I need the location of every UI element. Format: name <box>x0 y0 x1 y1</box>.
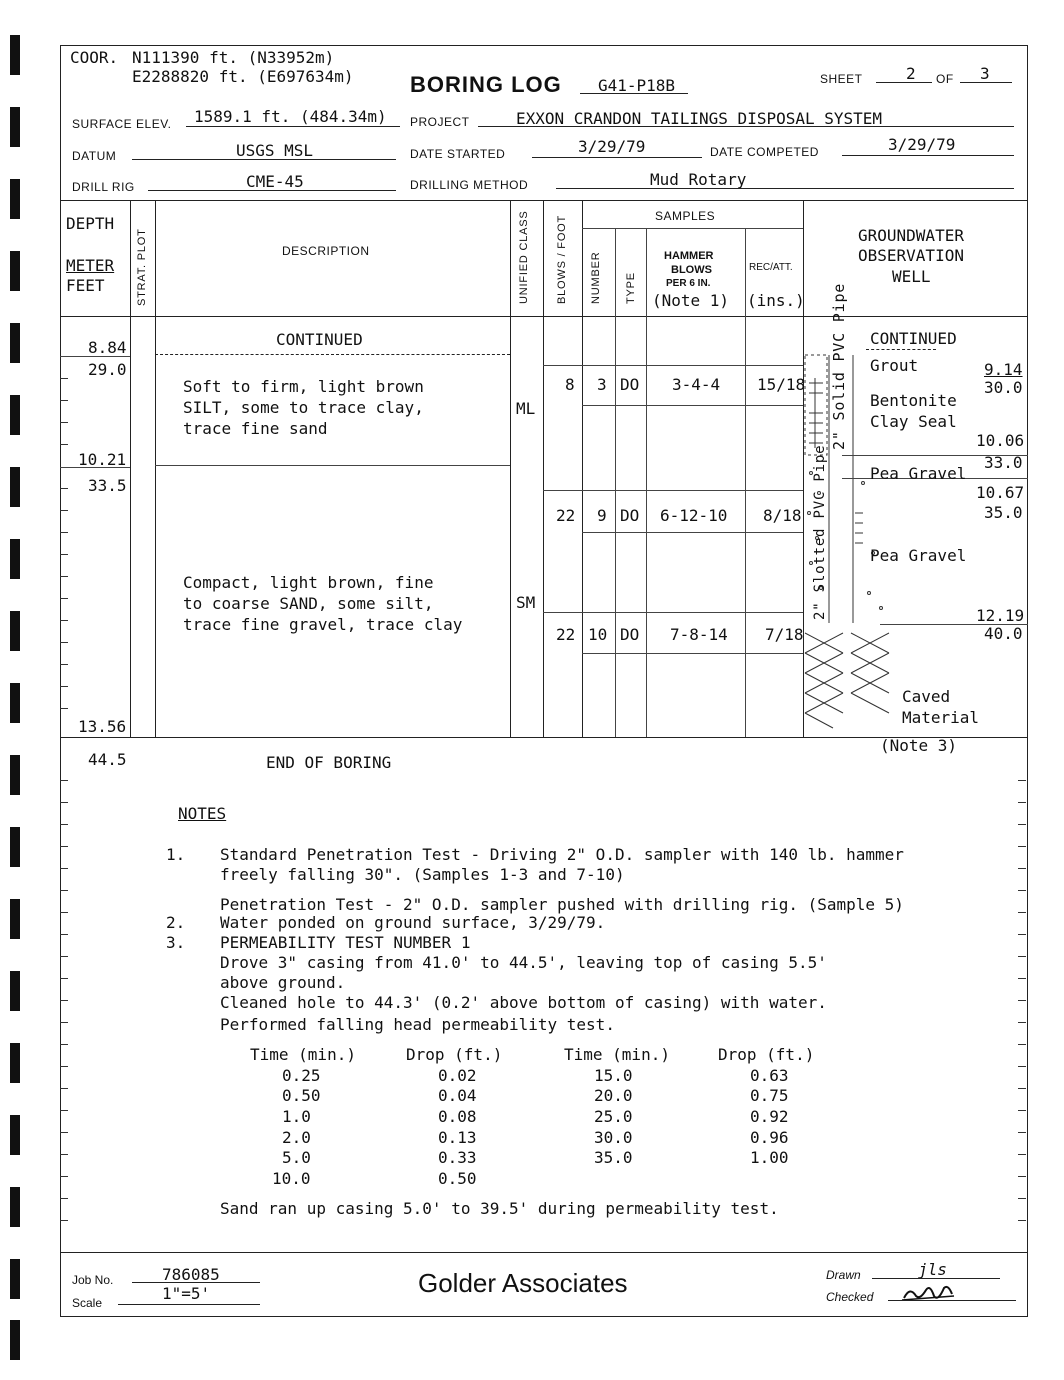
scale-label: Scale <box>72 1296 103 1310</box>
note3-line4: Cleaned hole to 44.3' (0.2' above bottom of casing) with water. <box>220 993 827 1012</box>
col-hammer-1: HAMMER <box>664 250 714 262</box>
table-cell: 0.63 <box>750 1066 789 1085</box>
well-pea-gravel-2: Pea Gravel <box>870 546 967 565</box>
drill-rig: CME-45 <box>246 172 304 191</box>
col-description: DESCRIPTION <box>282 244 370 258</box>
drawn-label: Drawn <box>826 1268 861 1282</box>
col-unified-class: UNIFIED CLASS <box>518 210 530 304</box>
note2-line: Water ponded on ground surface, 3/29/79. <box>220 913 606 932</box>
well-clay-seal: Clay Seal <box>870 412 957 431</box>
datum: USGS MSL <box>236 141 314 160</box>
well-d3m: 10.67 <box>976 483 1025 502</box>
table-cell: 0.50 <box>282 1086 321 1105</box>
sample-number: 9 <box>597 506 607 525</box>
sand-note: Sand ran up casing 5.0' to 39.5' during permeability test. <box>220 1199 779 1218</box>
note3-line2: Drove 3" casing from 41.0' to 44.5', leaving top of casing 5.5' <box>220 953 827 972</box>
project-label: PROJECT <box>410 115 470 129</box>
well-caved: Caved <box>902 687 951 706</box>
notes-heading: NOTES <box>178 804 227 823</box>
sample-blows: 22 <box>556 625 576 644</box>
table-cell: 1.0 <box>282 1107 311 1126</box>
table-cell: 0.75 <box>750 1086 789 1105</box>
perm-header-time-2: Time (min.) <box>564 1045 670 1064</box>
date-completed-label: DATE COMPETED <box>710 145 819 159</box>
table-cell: 0.04 <box>438 1086 477 1105</box>
sample-hammer: 3-4-4 <box>672 375 721 394</box>
note3-line5: Performed falling head permeability test. <box>220 1015 615 1034</box>
col-rec-att: REC/ATT. <box>749 262 793 273</box>
sheet-label: SHEET <box>820 72 863 86</box>
layer2-class: SM <box>516 593 536 612</box>
table-cell: 0.02 <box>438 1066 477 1085</box>
well-grout: Grout <box>870 356 919 375</box>
col-blows-foot: BLOWS / FOOT <box>556 214 568 304</box>
table-cell: 35.0 <box>594 1148 633 1167</box>
sample-blows: 8 <box>565 375 575 394</box>
note1-line2: freely falling 30". (Samples 1-3 and 7-10) <box>220 865 625 884</box>
well-pea-gravel-1: Pea Gravel <box>870 464 967 483</box>
table-cell: 20.0 <box>594 1086 633 1105</box>
company-name: Golder Associates <box>418 1268 628 1298</box>
depth-f2: 33.5 <box>88 476 127 495</box>
layer1-class: ML <box>516 399 536 418</box>
col-depth: DEPTH <box>66 214 115 233</box>
table-cell: 0.33 <box>438 1148 477 1167</box>
note1-line3: Penetration Test - 2" O.D. sampler pushed with drilling rig. (Sample 5) <box>220 895 904 914</box>
col-gw-2: OBSERVATION <box>858 246 964 265</box>
well-d4f: 40.0 <box>984 624 1023 643</box>
layer2-line1: Compact, light brown, fine <box>183 573 434 592</box>
well-d2f: 33.0 <box>984 453 1023 472</box>
table-cell: 2.0 <box>282 1128 311 1147</box>
sample-number: 10 <box>588 625 608 644</box>
well-continued: CONTINUED <box>870 329 957 348</box>
coor-east: E2288820 ft. (E697634m) <box>132 67 354 86</box>
surface-elev: 1589.1 ft. (484.34m) <box>194 107 387 126</box>
well-d2m: 10.06 <box>976 431 1025 450</box>
col-gw-1: GROUNDWATER <box>858 226 964 245</box>
table-cell: 0.08 <box>438 1107 477 1126</box>
sample-type: DO <box>620 625 640 644</box>
note1-number: 1. <box>166 845 186 864</box>
col-gw-3: WELL <box>892 267 931 286</box>
drawn-initials: jls <box>918 1260 947 1279</box>
page-title: BORING LOG <box>410 72 562 97</box>
col-number: NUMBER <box>590 251 602 304</box>
perm-header-drop-1: Drop (ft.) <box>406 1045 503 1064</box>
sample-hammer: 6-12-10 <box>660 506 728 525</box>
well-d1m: 9.14 <box>984 360 1023 379</box>
date-started-label: DATE STARTED <box>410 147 506 161</box>
sample-rec: 8/18 <box>763 506 802 525</box>
depth-f3: 44.5 <box>88 750 127 769</box>
date-completed: 3/29/79 <box>888 135 956 154</box>
job-number: 786085 <box>162 1265 220 1284</box>
of-label: OF <box>936 72 954 86</box>
table-cell: 0.25 <box>282 1066 321 1085</box>
note3-line3: above ground. <box>220 973 346 992</box>
date-started: 3/29/79 <box>578 137 646 156</box>
log-id: G41-P18B <box>598 76 676 95</box>
datum-label: DATUM <box>72 149 117 163</box>
col-rec-ins: (ins.) <box>747 291 805 310</box>
surface-elev-label: SURFACE ELEV. <box>72 117 172 131</box>
drill-rig-label: DRILL RIG <box>72 180 135 194</box>
layer1-line2: SILT, some to trace clay, <box>183 398 424 417</box>
layer1-line1: Soft to firm, light brown <box>183 377 424 396</box>
well-bentonite: Bentonite <box>870 391 957 410</box>
note3-number: 3. <box>166 933 186 952</box>
sample-number: 3 <box>597 375 607 394</box>
col-hammer-2: BLOWS <box>671 264 712 276</box>
depth-m3: 13.56 <box>78 717 127 736</box>
sample-blows: 22 <box>556 506 576 525</box>
end-of-boring: END OF BORING <box>266 753 392 772</box>
coor-label: COOR. <box>70 48 119 67</box>
drilling-method: Mud Rotary <box>650 170 747 189</box>
sheet-total: 3 <box>980 64 990 83</box>
table-cell: 0.92 <box>750 1107 789 1126</box>
coor-north: N111390 ft. (N33952m) <box>132 48 335 67</box>
layer1-line3: trace fine sand <box>183 419 328 438</box>
project: EXXON CRANDON TAILINGS DISPOSAL SYSTEM <box>516 109 883 128</box>
table-cell: 0.96 <box>750 1128 789 1147</box>
perm-header-drop-2: Drop (ft.) <box>718 1045 815 1064</box>
table-cell: 25.0 <box>594 1107 633 1126</box>
table-cell: 15.0 <box>594 1066 633 1085</box>
col-samples: SAMPLES <box>655 209 716 223</box>
sample-type: DO <box>620 375 640 394</box>
slotted-pipe-label: 2" Slotted PVC Pipe <box>812 444 828 620</box>
table-cell: 5.0 <box>282 1148 311 1167</box>
continued-label: CONTINUED <box>276 330 363 349</box>
depth-m2: 10.21 <box>78 450 127 469</box>
well-material: Material <box>902 708 980 727</box>
col-feet: FEET <box>66 276 105 295</box>
job-label: Job No. <box>72 1273 114 1287</box>
sheet-number: 2 <box>906 64 916 83</box>
table-cell: 0.50 <box>438 1169 477 1188</box>
note3-line1: PERMEABILITY TEST NUMBER 1 <box>220 933 471 952</box>
depth-f1: 29.0 <box>88 360 127 379</box>
well-note3: (Note 3) <box>880 736 958 755</box>
depth-m1: 8.84 <box>88 338 127 357</box>
perm-header-time-1: Time (min.) <box>250 1045 356 1064</box>
sample-rec: 7/18 <box>765 625 804 644</box>
well-d3f: 35.0 <box>984 503 1023 522</box>
checked-label: Checked <box>826 1290 874 1304</box>
sample-rec: 15/18 <box>757 375 806 394</box>
col-hammer-note: (Note 1) <box>652 291 730 310</box>
drilling-method-label: DRILLING METHOD <box>410 178 529 192</box>
col-meter: METER <box>66 256 115 275</box>
well-d4m: 12.19 <box>976 606 1025 625</box>
table-cell: 1.00 <box>750 1148 789 1167</box>
well-d1f: 30.0 <box>984 378 1023 397</box>
layer2-line2: to coarse SAND, some silt, <box>183 594 434 613</box>
sample-hammer: 7-8-14 <box>670 625 728 644</box>
col-hammer-3: PER 6 IN. <box>666 278 711 289</box>
table-cell: 10.0 <box>272 1169 311 1188</box>
col-type: TYPE <box>625 272 637 304</box>
col-strat-plot: STRAT. PLOT <box>136 228 148 306</box>
sample-type: DO <box>620 506 640 525</box>
note2-number: 2. <box>166 913 186 932</box>
layer2-line3: trace fine gravel, trace clay <box>183 615 463 634</box>
solid-pipe-label: 2" Solid PVC Pipe <box>830 282 848 450</box>
table-cell: 30.0 <box>594 1128 633 1147</box>
scale: 1"=5' <box>162 1284 211 1303</box>
table-cell: 0.13 <box>438 1128 477 1147</box>
note1-line1: Standard Penetration Test - Driving 2" O.D. sampler with 140 lb. hammer <box>220 845 904 864</box>
